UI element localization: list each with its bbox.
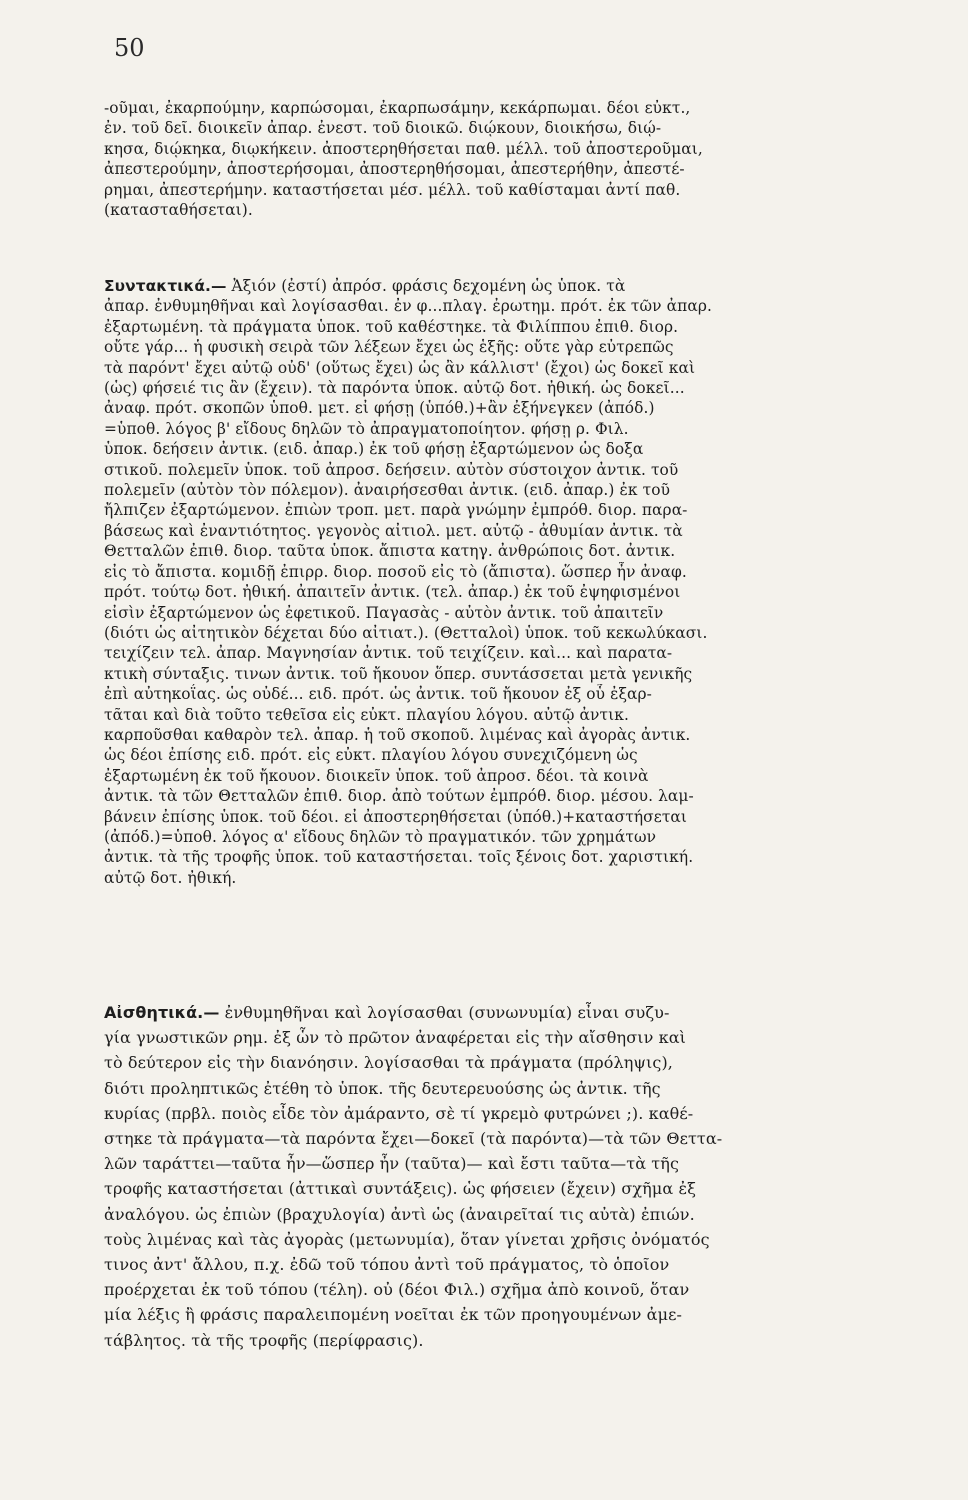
text-line: προέρχεται ἐκ τοῦ τόπου (τέλη). οὐ (δέοι Φιλ.) σχῆμα ἀπὸ κοινοῦ, ὅταν: [104, 1280, 690, 1300]
text-line: (κατασταθήσεται).: [104, 201, 253, 220]
text-line: ὑποκ. δεήσειν ἀντικ. (ειδ. ἀπαρ.) ἐκ τοῦ φήσῃ ἐξαρτώμενον ὡς δοξα: [104, 440, 644, 459]
text-line: Θετταλῶν ἐπιθ. διορ. ταῦτα ὑποκ. ἄπιστα κατηγ. ἀνθρώποις δοτ. ἀντικ.: [104, 542, 676, 561]
paragraph-aesthetics: [104, 1000, 934, 1353]
text-line: τινος ἀντ' ἄλλου, π.χ. ἐδῶ τοῦ τόπου ἀντὶ τοῦ πράγματος, τὸ ὁποῖον: [104, 1255, 670, 1275]
text-line: τᾶται καὶ διὰ τοῦτο τεθεῖσα εἰς εὐκτ. πλαγίου λόγου. αὐτῷ ἀντικ.: [104, 705, 629, 724]
text-line: εἰς τὸ ἄπιστα. κομιδῇ ἐπιρρ. διορ. ποσοῦ εἰς τὸ (ἄπιστα). ὥσπερ ἦν ἀναφ.: [104, 562, 687, 581]
text-line: κτικὴ σύνταξις. τινων ἀντικ. τοῦ ἤκουον ὅπερ. συντάσσεται μετὰ γενικῆς: [104, 664, 693, 683]
text-line: βάνειν ἐπίσης ὑποκ. τοῦ δέοι. εἰ ἀποστερηθήσεται (ὑπόθ.)+καταστήσεται: [104, 807, 688, 826]
text-line: ἤλπιζεν ἐξαρτώμενον. ἐπιὼν τροπ. μετ. παρὰ γνώμην ἐμπρόθ. διορ. παρα-: [104, 501, 688, 520]
text-line: τειχίζειν τελ. ἀπαρ. Μαγνησίαν ἀντικ. τοῦ τειχίζειν. καὶ... καὶ παρατα-: [104, 644, 673, 663]
heading-line-text: ἐνθυμηθῆναι καὶ λογίσασθαι (συνωνυμία) εἶναι συζυ-: [224, 1003, 670, 1022]
text-line: τάβλητος. τὰ τῆς τροφῆς (περίφρασις).: [104, 1330, 424, 1350]
text-line: =ὑποθ. λόγος β' εἴδους δηλῶν τὸ ἀπραγματοποίητον. φήσῃ ρ. Φιλ.: [104, 419, 629, 438]
text-line: ὡς δέοι ἐπίσης ειδ. πρότ. εἰς εὐκτ. πλαγίου λόγου συνεχιζόμενη ὡς: [104, 746, 638, 765]
text-line: ἐπὶ αὐτηκοΐας. ὡς οὐδέ... ειδ. πρότ. ὡς ἀντικ. τοῦ ἤκουον ἐξ οὗ ἐξαρ-: [104, 685, 652, 704]
section-heading-syntax: Συντακτικά.—: [104, 277, 227, 295]
text-line: (διότι ὡς αἰτητικὸν δέχεται δύο αἰτιατ.). (Θετταλοὶ) ὑποκ. τοῦ κεκωλύκασι.: [104, 623, 708, 642]
text-line: ἀντικ. τὰ τῶν Θετταλῶν ἐπιθ. διορ. ἀπὸ τούτων ἐμπρόθ. διορ. μέσου. λαμ-: [104, 787, 694, 806]
text-line: τροφῆς καταστήσεται (ἀττικαὶ συντάξεις). ὡς φήσειεν (ἔχειν) σχῆμα ἐξ: [104, 1179, 697, 1199]
text-line: ἀπαρ. ἐνθυμηθῆναι καὶ λογίσασθαι. ἐν φ...πλαγ. ἐρωτημ. πρότ. ἐκ τῶν ἀπαρ.: [104, 297, 712, 316]
text-line: ἐξαρτωμένη. τὰ πράγματα ὑποκ. τοῦ καθέστηκε. τὰ Φιλίππου ἐπιθ. διορ.: [104, 317, 679, 336]
section-heading-aesthetics: Αἰσθητικά.—: [104, 1003, 220, 1022]
text-line: πολεμεῖν (αὐτὸν τὸν πόλεμον). ἀναιρήσεσθαι ἀντικ. (ειδ. ἀπαρ.) ἐκ τοῦ: [104, 481, 671, 500]
text-line: στικοῦ. πολεμεῖν ὑποκ. τοῦ ἀπροσ. δεήσειν. αὐτὸν σύστοιχον ἀντικ. τοῦ: [104, 460, 679, 479]
text-line: βάσεως καὶ ἐναντιότητος. γεγονὸς αἰτιολ. μετ. αὐτῷ - ἀθυμίαν ἀντικ. τὰ: [104, 521, 683, 540]
text-line: ἀπεστερούμην, ἀποστερήσομαι, ἀποστερηθήσομαι, ἀπεστερήθην, ἀπεστέ-: [104, 160, 685, 179]
text-line: διότι προληπτικῶς ἐτέθη τὸ ὑποκ. τῆς δευτερευούσης ὡς ἀντικ. τῆς: [104, 1078, 661, 1098]
text-line: ἐξαρτωμένη ἐκ τοῦ ἤκουον. διοικεῖν ὑποκ. τοῦ ἀπροσ. δέοι. τὰ κοινὰ: [104, 766, 649, 785]
text-line: τοὺς λιμένας καὶ τὰς ἀγορὰς (μετωνυμία), ὅταν γίνεται χρῆσις ὀνόματός: [104, 1229, 710, 1249]
paragraph-morphology: [104, 98, 934, 220]
text-line: λῶν ταράττει—ταῦτα ἦν—ὥσπερ ἦν (ταῦτα)— καὶ ἔστι ταῦτα—τὰ τῆς: [104, 1154, 680, 1174]
paragraph-syntax: [104, 276, 934, 888]
text-line: εἰσὶν ἐξαρτώμενον ὡς ἐφετικοῦ. Παγασὰς - αὐτὸν ἀντικ. τοῦ ἀπαιτεῖν: [104, 603, 664, 622]
text-line: ρημαι, ἀπεστερήμην. καταστήσεται μέσ. μέλλ. τοῦ καθίσταμαι ἀντί παθ.: [104, 180, 681, 199]
text-line: τὰ παρόντ' ἔχει αὐτῷ οὐδ' (οὕτως ἔχει) ὡς ἂν κάλλιστ' (ἔχοι) ὡς δοκεῖ καὶ: [104, 358, 696, 377]
text-line: -οῦμαι, ἐκαρπούμην, καρπώσομαι, ἐκαρπωσάμην, κεκάρπωμαι. δέοι εὐκτ.,: [104, 99, 691, 117]
text-line: καρποῦσθαι καθαρὸν τελ. ἀπαρ. ἡ τοῦ σκοποῦ. λιμένας καὶ ἀγορὰς ἀντικ.: [104, 725, 691, 744]
text-line: (ἀπόδ.)=ὑποθ. λόγος α' εἴδους δηλῶν τὸ πραγματικόν. τῶν χρημάτων: [104, 827, 657, 846]
page-number: 50: [114, 34, 145, 62]
text-line: μία λέξις ἢ φράσις παραλειπομένη νοεῖται ἐκ τῶν προηγουμένων ἀμε-: [104, 1305, 682, 1325]
text-line: στηκε τὰ πράγματα—τὰ παρόντα ἔχει—δοκεῖ (τὰ παρόντα)—τὰ τῶν Θεττα-: [104, 1129, 723, 1149]
text-line: ἀναλόγου. ὡς ἐπιὼν (βραχυλογία) ἀντὶ ὡς (ἀναιρεῖταί τις αὐτὰ) ἐπιών.: [104, 1204, 695, 1224]
text-line: [104, 1000, 934, 1025]
text-line: κησα, διῴκηκα, διῳκήκειν. ἀποστερηθήσεται παθ. μέλλ. τοῦ ἀποστεροῦμαι,: [104, 139, 703, 158]
text-line: γία γνωστικῶν ρημ. ἐξ ὧν τὸ πρῶτον ἀναφέρεται εἰς τὴν αἴσθησιν καὶ: [104, 1028, 687, 1048]
text-line: οὔτε γάρ... ἡ φυσικὴ σειρὰ τῶν λέξεων ἔχει ὡς ἑξῆς: οὔτε γὰρ εὐτρεπῶς: [104, 338, 674, 357]
text-line: ἀναφ. πρότ. σκοπῶν ὑποθ. μετ. εἰ φήσῃ (ὑπόθ.)+ἂν ἐξήνεγκεν (ἀπόδ.): [104, 399, 655, 418]
heading-line-text: Ἀξιόν (ἐστί) ἀπρόσ. φράσις δεχομένη ὡς ὑποκ. τὰ: [231, 277, 626, 295]
text-line: ἐν. τοῦ δεῖ. διοικεῖν ἀπαρ. ἐνεστ. τοῦ διοικῶ. διῴκουν, διοικήσω, διῴ-: [104, 119, 662, 138]
text-line: πρότ. τούτῳ δοτ. ἠθική. ἀπαιτεῖν ἀντικ. (τελ. ἀπαρ.) ἐκ τοῦ ἐψηφισμένοι: [104, 583, 681, 602]
text-line: αὐτῷ δοτ. ἠθική.: [104, 868, 237, 887]
text-line: ἀντικ. τὰ τῆς τροφῆς ὑποκ. τοῦ καταστήσεται. τοῖς ξένοις δοτ. χαριστική.: [104, 848, 694, 867]
text-line: κυρίας (πρβλ. ποιὸς εἶδε τὸν ἀμάραντο, σὲ τί γκρεμὸ φυτρώνει ;). καθέ-: [104, 1103, 694, 1123]
text-line: τὸ δεύτερον εἰς τὴν διανόησιν. λογίσασθαι τὰ πράγματα (πρόληψις),: [104, 1053, 673, 1073]
text-line: [104, 276, 934, 296]
text-line: (ὡς) φήσειέ τις ἂν (ἔχειν). τὰ παρόντα ὑποκ. αὐτῷ δοτ. ἠθική. ὡς δοκεῖ...: [104, 379, 685, 398]
